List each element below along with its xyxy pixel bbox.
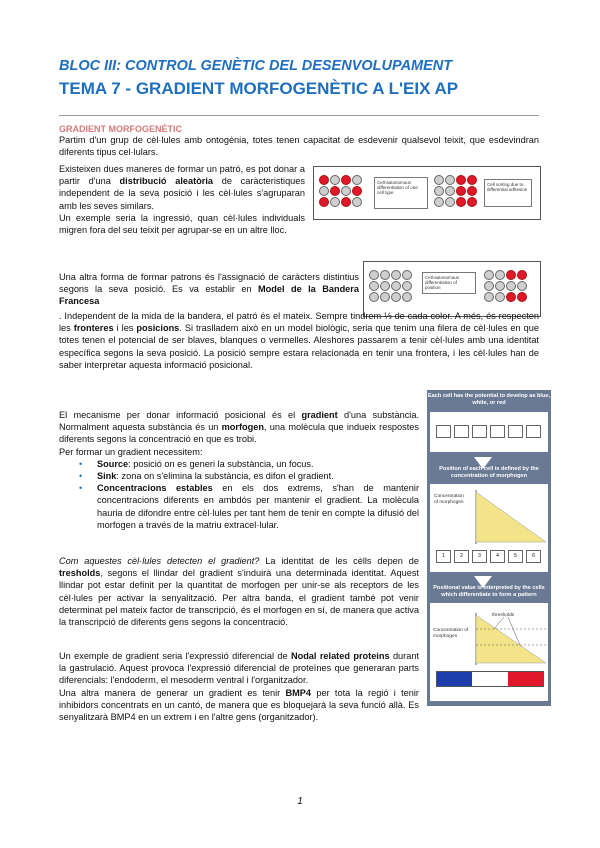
sink-text: : zona on s'elimina la substància, es difon el gradient.: [116, 471, 334, 482]
cell-red: [506, 270, 516, 280]
flag-blue: [437, 672, 472, 686]
p4-text-c: . Independent de la mida de la bandera, el patró és el mateix. Sempre tindrem ⅓ de cada color. A més, és respecten les: [59, 311, 539, 334]
p8-text-c: durant la gastrulació. Aquest provoca l'expressió diferencial de proteïnes que generaran parts diferencials: l'endoderm, el mesoderm ventral i l'organitzador.: [59, 651, 419, 686]
cell-grey: [484, 292, 494, 302]
page-number: 1: [297, 796, 303, 807]
cell-grey: [341, 186, 351, 196]
cell-grey: [352, 175, 362, 185]
paragraph-intro-text: Partim d'un grup de cèl·lules amb ontogènia, totes tenen capacitat de esdevenir qualsevol teixit, que esdevindran diferents tipus cel·lulars.: [59, 135, 539, 158]
cell-grey: [391, 292, 401, 302]
p5-bold-gradient: gradient: [301, 410, 338, 420]
paragraph-thresholds: [59, 555, 419, 628]
p6-text: Per formar un gradient necessitem:: [59, 446, 203, 457]
undetermined-cell: [508, 425, 523, 438]
cell-grey: [369, 270, 379, 280]
tema-title: TEMA 7 - GRADIENT MORFOGENÈTIC A L'EIX AP: [59, 79, 459, 98]
list-item-concentrations: [59, 482, 419, 531]
requirements-list: [59, 458, 419, 531]
cell-grey: [495, 292, 505, 302]
bloc-title: BLOC III: CONTROL GENÈTIC DEL DESENVOLUPAMENT: [59, 58, 453, 74]
cell-red: [352, 186, 362, 196]
cell-grey: [352, 197, 362, 207]
p9-text-a: Una altra manera de generar un gradient es tenir: [59, 687, 286, 698]
p3-text: Un exemple seria la ingressió, quan cèl·lules individuals migren fora del seu teixit per agrupar-se en un altre lloc.: [59, 212, 305, 236]
paragraph-intro: [59, 134, 539, 158]
cell-grey: [495, 281, 505, 291]
list-item-sink: [59, 470, 419, 482]
label-box-right: [484, 179, 532, 207]
p5-bold-morfogen: morfogen: [221, 422, 265, 433]
cell-red: [517, 292, 527, 302]
p2-text-a: Existeixen dues maneres de formar un patró, es pot donar a partir d'una: [59, 164, 305, 187]
p4-text-g: . Si traslladem això en un model biològic, seria que tenim una filera de cèl·lules en que totes tenen el potencial de ser blaves, blanques o vermelles. Aleshores passarem a tenir cèl·lules amb una identitat específica segons la seva posició. La posició sempre estara relacionada en tenir una frontera, i les cèl·lules han de saber interpretar aquesta informació posicional.: [59, 323, 539, 370]
undetermined-cell: [526, 425, 541, 438]
flag-white: [472, 672, 507, 686]
source-text: : posició on es generi la substància, un focus.: [128, 458, 314, 469]
cell-grey: [402, 281, 412, 291]
cell-grey: [391, 270, 401, 280]
paragraph-patterns: [59, 163, 305, 236]
source-term: Source: [97, 458, 129, 469]
flag-bar: [436, 671, 544, 687]
numbered-cell: 2: [454, 550, 469, 563]
p7-text-b: La identitat de les cèlls depen de: [259, 556, 419, 566]
cell-red: [467, 175, 477, 185]
thresholds-label: thresholds: [492, 613, 515, 618]
p4-text-e: i les: [113, 323, 137, 334]
panel3-ylabel: Concentration of morphogen: [433, 628, 469, 639]
panel3-title: Positional value is interpreted by the cells which differentiate to form a pattern: [433, 585, 545, 598]
cell-grey: [434, 175, 444, 185]
p2-bold-random: distribució aleatòria: [119, 176, 214, 187]
cell-red: [319, 175, 329, 185]
cell-red: [341, 197, 351, 207]
p2-text-c: de caràcteristiques independent de la seva posició i les cèl·lules s'agruparan amb les seves similars.: [59, 176, 305, 211]
cell-grey: [330, 197, 340, 207]
cell-grey: [517, 281, 527, 291]
label-right-text: Cell sorting due to differential adhesion: [487, 182, 528, 192]
p9-bold-bmp4: BMP4: [285, 687, 312, 698]
flag-red: [508, 672, 543, 686]
panel1-title: Each cell has the potential to develop as blue, white, or red: [427, 393, 551, 406]
label-box-mid: [422, 272, 476, 294]
cell-grey: [380, 281, 390, 291]
cell-red: [456, 186, 466, 196]
cell-red: [330, 186, 340, 196]
paragraph-gradient: [59, 409, 419, 531]
p9-text-c: per tota la regió i tenir inhibidors concentrats en un cantó, de manera que es bloquejarà la seva funció allà. Es senyalitzarà BMP4 en un extrem i en l'altre gens (organitzador).: [59, 687, 419, 723]
cell-grey: [380, 270, 390, 280]
cell-grey: [391, 281, 401, 291]
undetermined-cell: [436, 425, 451, 438]
threshold-pointer-1: [494, 617, 504, 629]
p7-bold-tresholds: tresholds: [59, 568, 101, 579]
label-box-left: [374, 177, 428, 209]
cell-grey: [402, 292, 412, 302]
cell-grey: [402, 270, 412, 280]
panel2-ylabel: Concentration of morphogen: [434, 494, 464, 505]
cell-red: [341, 175, 351, 185]
panel3-gradient: [476, 615, 546, 663]
cell-red: [517, 270, 527, 280]
cell-grey: [434, 197, 444, 207]
cell-grey: [330, 175, 340, 185]
undetermined-cell: [490, 425, 505, 438]
concentrations-text: en els dos extrems, s'han de mantenir concentracions diferents en ambdós per mantenir el gradient. La molècula hauria de difondre entre cèl·lules per tant hem de tenir en compte la difusió del morfogen a través de la matriu extracel·lular.: [97, 483, 419, 530]
p5-text-a: El mecanisme per donar informació posicional és el: [59, 410, 302, 420]
panel2-title: Position of each cell is defined by the concentration of morphogen: [439, 466, 539, 479]
undetermined-cell: [472, 425, 487, 438]
section-title: GRADIENT MORFOGENÈTIC: [59, 124, 182, 134]
p5-text-e: , una molècula que indueix respostes diferents segons la concentració en que es trobi.: [59, 422, 419, 445]
undetermined-cell: [454, 425, 469, 438]
numbered-cell: 6: [526, 550, 541, 563]
cell-grey: [369, 281, 379, 291]
p7-question: Com aquestes cèl·lules detecten el gradient?: [59, 556, 260, 566]
cell-red: [467, 197, 477, 207]
cell-red: [456, 175, 466, 185]
cell-grey: [319, 186, 329, 196]
panel2-gradient: [476, 492, 546, 542]
cell-grey: [484, 281, 494, 291]
bullet-icon: •: [79, 471, 83, 482]
list-item-source: [59, 458, 419, 470]
p4-text-a: Una altra forma de formar patrons és l'assignació de caràcters distintius segons la seva posició. Es va establir en: [59, 272, 359, 295]
cell-red: [467, 186, 477, 196]
figure-position: [363, 261, 541, 317]
cell-red: [456, 197, 466, 207]
figure-french-flag: [427, 390, 551, 706]
cell-grey: [380, 292, 390, 302]
label-mid-text: Cell-autonomous differentiation of position: [425, 275, 460, 290]
p5-text-c: d'una substància. Normalment aquesta substància és un: [59, 410, 419, 433]
paragraph-french-flag-b: [59, 310, 539, 371]
sink-term: Sink: [97, 471, 117, 482]
cell-grey: [445, 197, 455, 207]
bullet-icon: •: [79, 458, 83, 469]
cell-grey: [495, 270, 505, 280]
panel3-body: [430, 603, 548, 701]
cell-grey: [506, 281, 516, 291]
header-divider: [59, 115, 539, 116]
concentrations-term: Concentracions estables: [97, 483, 213, 494]
p4-bold-fronteres: fronteres: [73, 323, 114, 334]
cell-grey: [369, 292, 379, 302]
panel1-body: [430, 412, 548, 452]
figure-cell-sorting: [313, 166, 541, 220]
p7-text-d: , segons el llindar del gradient s'induirà una determinada identitat. Aquest llindar pot estar definit per la quantitat de morfogen per unir-se als receptors de les cèl·lules per activar la senyalització. Per altra banda, el gradient també pot venir determinat pel mateix factor de transcripció, és el morfogen en sí, de manera que activa la transcripció de diferents gens segons la concentració.: [59, 568, 419, 628]
numbered-cell: 1: [436, 550, 451, 563]
p8-bold-nodal: Nodal related proteins: [290, 651, 390, 661]
bullet-icon: •: [79, 483, 83, 494]
cell-grey: [434, 186, 444, 196]
numbered-cell: 3: [472, 550, 487, 563]
cell-grey: [484, 270, 494, 280]
numbered-cell: 4: [490, 550, 505, 563]
cell-red: [319, 197, 329, 207]
cell-red: [506, 292, 516, 302]
label-left-text: Cell-autonomous differentiation of one cell type: [377, 180, 418, 195]
p8-text-a: Un exemple de gradient seria l'expressió diferencial de: [59, 651, 291, 661]
cell-grey: [445, 186, 455, 196]
paragraph-french-flag-a: [59, 271, 359, 308]
panel2-body: [430, 484, 548, 572]
p4-bold-posicions: posicions: [136, 323, 180, 334]
numbered-cell: 5: [508, 550, 523, 563]
cell-grey: [445, 175, 455, 185]
p4-bold-flag: Model de la Bandera Francesa: [59, 284, 359, 307]
paragraph-nodal: [59, 650, 419, 723]
